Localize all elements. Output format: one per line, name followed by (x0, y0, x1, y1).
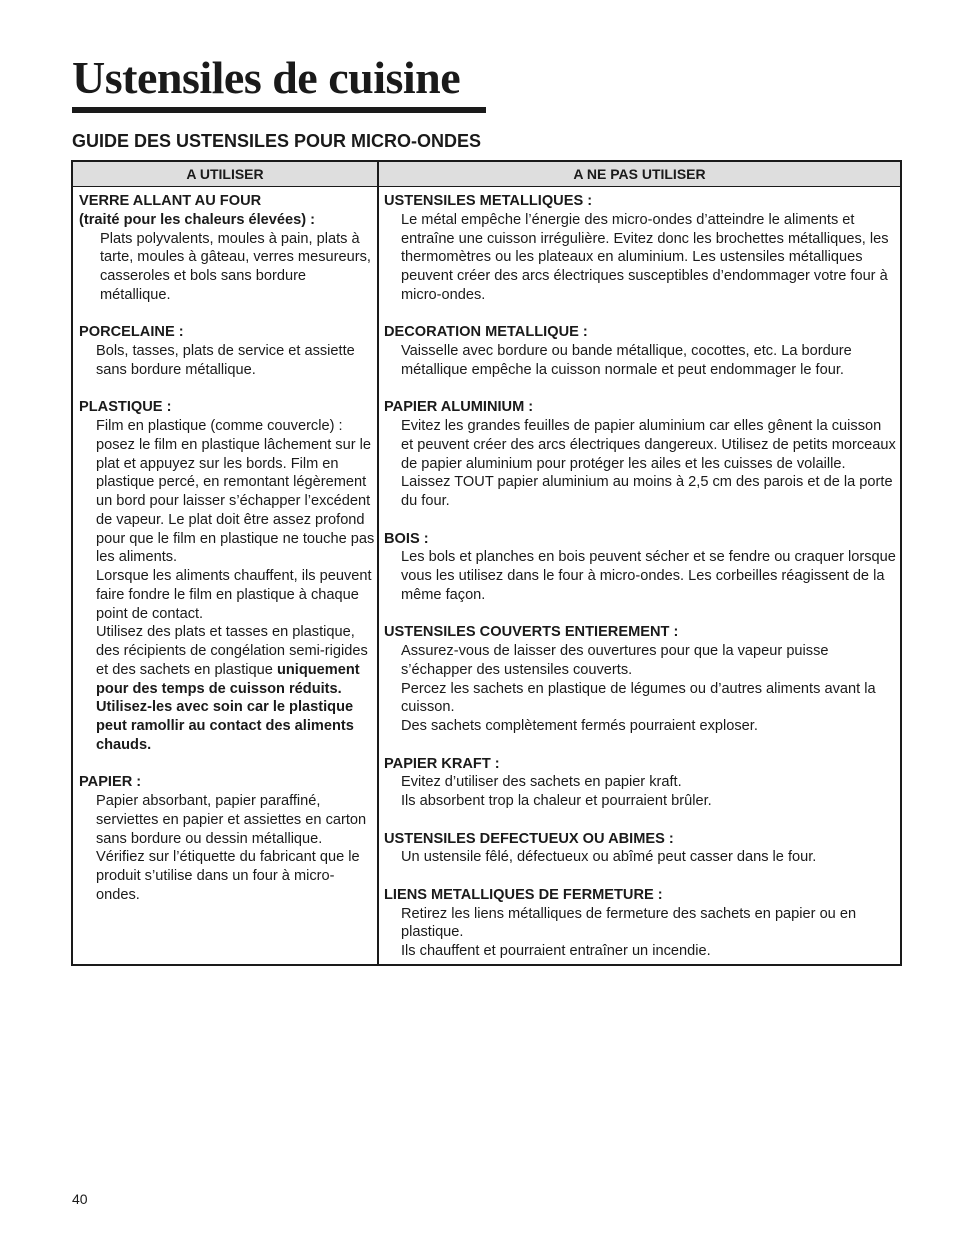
item-body (384, 548, 896, 604)
item-text: Lorsque les aliments chauffent, ils peuvent faire fondre le film en plastique à chaque point de contact. (96, 568, 372, 622)
item-text: Les bols et planches en bois peuvent sécher et se fendre ou craquer lorsque vous les utilisez dans le four à micro-ondes. Les corbeilles réagissent de la même façon. (401, 549, 896, 603)
item-text: Le métal empêche l’énergie des micro-ondes d’atteindre le aliments et entraîne une cuisson irrégulière. Evitez donc les brochettes métalliques, les thermomètres ou les plateaux en aluminium. Les ustensiles métalliques peuvent créer des arcs électriques susceptibles d’endommager votre four à micro-ondes. (401, 211, 889, 303)
item-text: Utilisez des plats et tasses en plastique, des récipients de congélation semi-rigides et des sachets en plastique (96, 624, 368, 678)
item-text: Des sachets complètement fermés pourraient exploser. (401, 718, 758, 734)
column-divider (377, 162, 379, 964)
utensils-guide-table (71, 160, 902, 966)
item-text: Plats polyvalents, moules à pain, plats à tarte, moules à gâteau, verres mesureurs, casseroles et bols sans bordure métallique. (100, 230, 371, 303)
item-heading: PLASTIQUE : (79, 399, 172, 416)
item-text: Assurez-vous de laisser des ouvertures pour que la vapeur puisse s’échapper des ustensiles couverts. (401, 643, 829, 678)
item-text-mixed (96, 623, 375, 754)
item-body (384, 773, 896, 811)
item-body (384, 905, 896, 961)
item-body (384, 417, 896, 511)
item-heading: PAPIER ALUMINIUM : (384, 399, 534, 416)
item-body (79, 792, 375, 905)
use-item-oven-glass (79, 192, 375, 305)
page-number: 40 (72, 1191, 88, 1207)
avoid-item-wood (384, 530, 896, 605)
item-heading: VERRE ALLANT AU FOUR (traité pour les chaleurs élevées) : (79, 193, 316, 228)
item-text: Film en plastique (comme couvercle) : posez le film en plastique lâchement sur le plat et appuyez sur les bords. Film en plastique percé, en remontant légèrement un bord pour laisser s’échapper l’excédent de vapeur. Le plat doit être assez profond pour que le film en plastique ne touche pas les aliments. (96, 418, 375, 566)
avoid-column (384, 192, 896, 980)
avoid-item-covered-utensils (384, 623, 896, 736)
avoid-item-metal-utensils (384, 192, 896, 305)
item-heading: PAPIER KRAFT : (384, 755, 500, 772)
item-body (384, 342, 896, 380)
item-heading: DECORATION METALLIQUE : (384, 324, 588, 341)
avoid-item-damaged-utensils (384, 830, 896, 868)
title-rule (72, 107, 486, 113)
avoid-item-metal-ties (384, 886, 896, 961)
item-heading: PORCELAINE : (79, 324, 184, 341)
use-item-paper (79, 773, 375, 904)
avoid-item-kraft-paper (384, 755, 896, 811)
item-text: Percez les sachets en plastique de légumes ou d’autres aliments avant la cuisson. (401, 680, 876, 716)
section-title: GUIDE DES USTENSILES POUR MICRO-ONDES (72, 131, 482, 151)
item-text: Evitez les grandes feuilles de papier aluminium car elles gênent la cuisson et peuvent créer des arcs électriques dangereux. Utilisez de petits morceaux de papier aluminium pour protéger les ailes et les cuisses de volaille. Laissez TOUT papier aluminium au moins à 2,5 cm des parois et de la porte du four. (401, 418, 896, 509)
avoid-item-aluminium-foil (384, 398, 896, 511)
use-item-porcelain (79, 323, 375, 379)
table-header-row (73, 162, 900, 187)
item-body (384, 848, 896, 867)
item-heading: USTENSILES DEFECTUEUX OU ABIMES : (384, 830, 674, 847)
item-text: Ils chauffent et pourraient entraîner un incendie. (401, 943, 711, 959)
item-text: Bols, tasses, plats de service et assiette sans bordure métallique. (96, 343, 355, 378)
item-body (79, 417, 375, 755)
item-text: Vaisselle avec bordure ou bande métallique, cocottes, etc. La bordure métallique empêche la cuisson normale et peut endommager le four. (401, 343, 852, 378)
item-text: Evitez d’utiliser des sachets en papier kraft. (401, 774, 682, 791)
avoid-item-metal-decoration (384, 323, 896, 379)
item-body (384, 642, 896, 736)
item-body (79, 230, 375, 305)
use-column (79, 192, 375, 923)
header-use: A UTILISER (186, 166, 264, 182)
header-avoid: A NE PAS UTILISER (573, 166, 706, 182)
item-body (79, 342, 375, 380)
page-title: Ustensiles de cuisine (72, 52, 461, 103)
item-heading: USTENSILES COUVERTS ENTIEREMENT : (384, 624, 679, 641)
item-text: Papier absorbant, papier paraffiné, serviettes en papier et assiettes en carton sans bordure ou dessin métallique. Vérifiez sur l’étiquette du fabricant que le produit s’utilise dans un four à micro-ondes. (96, 793, 367, 903)
item-warning-text: uniquement pour des temps de cuisson réduits. Utilisez-les avec soin car le plastique peut ramollir au contact des aliments chauds. (96, 661, 360, 753)
item-text: Un ustensile fêlé, défectueux ou abîmé peut casser dans le four. (401, 849, 817, 866)
item-heading: USTENSILES METALLIQUES : (384, 193, 593, 209)
item-heading: BOIS : (384, 530, 429, 547)
item-heading: PAPIER : (79, 774, 142, 791)
item-body (384, 211, 896, 305)
item-text: Ils absorbent trop la chaleur et pourraient brûler. (401, 793, 712, 809)
use-item-plastic (79, 398, 375, 754)
item-text: Retirez les liens métalliques de fermeture des sachets en papier ou en plastique. (401, 905, 857, 941)
item-heading: LIENS METALLIQUES DE FERMETURE : (384, 886, 663, 903)
